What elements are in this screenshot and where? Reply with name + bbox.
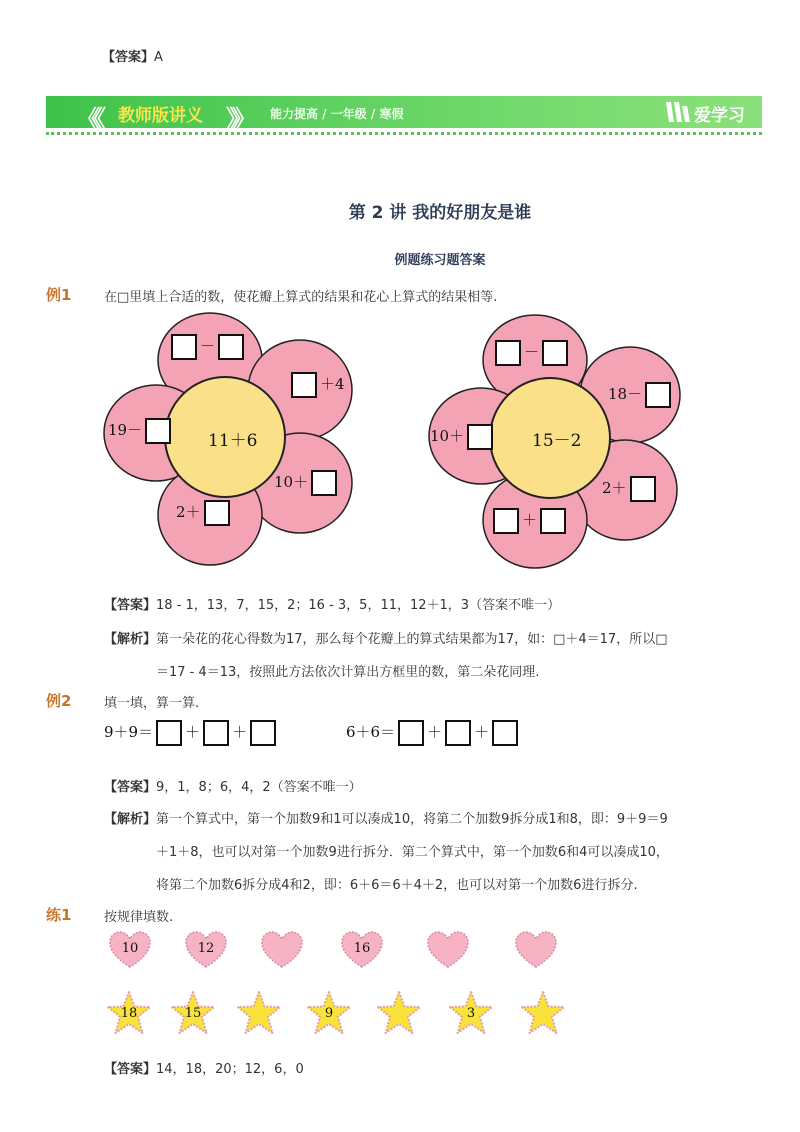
section-subtitle: 例题练习题答案 bbox=[394, 253, 486, 268]
f1-petal-top-text: － bbox=[168, 334, 247, 360]
chevron-right-icon: 》》 bbox=[226, 105, 250, 133]
heart-item bbox=[108, 930, 152, 970]
f2-center-text: 15－2 bbox=[532, 431, 582, 451]
heart-number: 12 bbox=[197, 941, 215, 956]
example1-tag: 例1 bbox=[46, 286, 72, 304]
f2-petal-lower-right-text: 2＋ bbox=[602, 476, 659, 502]
star-icon bbox=[376, 990, 422, 1036]
example1-analysis-line1: 【解析】第一朵花的花心得数为17，那么每个花瓣上的算式结果都为17，如：□＋4＝17，所以□ bbox=[104, 632, 668, 647]
heart-item bbox=[184, 930, 228, 970]
hearts-row bbox=[0, 930, 800, 974]
answer-box[interactable] bbox=[398, 720, 424, 746]
star-number: 9 bbox=[324, 1006, 334, 1021]
heart-number: 10 bbox=[121, 941, 139, 956]
f2-petal-upper-right-text: 18－ bbox=[608, 382, 674, 408]
star-number: 3 bbox=[466, 1006, 476, 1021]
practice1-question: 按规律填数. bbox=[104, 910, 174, 925]
heart-number: 16 bbox=[353, 941, 371, 956]
answer-box[interactable] bbox=[445, 720, 471, 746]
heart-icon bbox=[514, 930, 558, 970]
star-item bbox=[306, 990, 352, 1036]
answer-box[interactable] bbox=[540, 508, 566, 534]
example2-equation1: 9＋9＝ ＋ ＋ bbox=[104, 720, 279, 746]
heart-item[interactable] bbox=[260, 930, 304, 970]
banner-dotted-divider bbox=[46, 132, 762, 135]
answer-box[interactable] bbox=[493, 508, 519, 534]
practice1-tag: 练1 bbox=[46, 906, 72, 924]
star-number: 18 bbox=[120, 1006, 138, 1021]
f1-center-text: 11＋6 bbox=[208, 431, 258, 451]
example2-analysis-line2: ＋1＋8，也可以对第一个加数9进行拆分．第二个算式中，第一个加数6和4可以凑成10， bbox=[156, 845, 669, 860]
star-item bbox=[170, 990, 216, 1036]
teacher-edition-label: 教师版讲义 bbox=[118, 106, 203, 126]
star-icon bbox=[236, 990, 282, 1036]
answer-box[interactable] bbox=[250, 720, 276, 746]
answer-box[interactable] bbox=[311, 470, 337, 496]
f2-petal-bottom-text: ＋ bbox=[490, 508, 569, 534]
star-item bbox=[106, 990, 152, 1036]
f1-petal-lower-right-text: 10＋ bbox=[274, 470, 340, 496]
star-icon bbox=[520, 990, 566, 1036]
answer-box[interactable] bbox=[291, 372, 317, 398]
answer-label: 【答案】 bbox=[102, 50, 155, 65]
practice1-answer: 【答案】14，18，20；12，6，0 bbox=[104, 1062, 304, 1077]
answer-box[interactable] bbox=[645, 382, 671, 408]
f2-petal-top-text: － bbox=[492, 340, 571, 366]
example2-answer: 【答案】9，1，8；6，4，2（答案不唯一） bbox=[104, 780, 362, 795]
f1-petal-upper-right-text: ＋4 bbox=[288, 372, 345, 398]
breadcrumb: 能力提高 / 一年级 / 寒假 bbox=[270, 107, 404, 121]
header-banner bbox=[46, 96, 762, 133]
example2-analysis-line1: 【解析】第一个算式中，第一个加数9和1可以凑成10，将第二个加数9拆分成1和8，即：9＋9＝9 bbox=[104, 812, 668, 827]
answer-box[interactable] bbox=[156, 720, 182, 746]
example1-answer: 【答案】18 - 1，13，7，15，2；16 - 3，5，11，12＋1，3（答案不唯一） bbox=[104, 598, 561, 613]
brand-name: 爱学习 bbox=[694, 106, 745, 126]
star-item[interactable] bbox=[236, 990, 282, 1036]
heart-item bbox=[340, 930, 384, 970]
example1-analysis-line2: ＝17 - 4＝13，按照此方法依次计算出方框里的数，第二朵花同理. bbox=[156, 665, 540, 680]
answer-box[interactable] bbox=[495, 340, 521, 366]
f2-petal-left-text: 10＋ bbox=[430, 424, 496, 450]
brand-logo-icon bbox=[664, 100, 692, 124]
answer-box[interactable] bbox=[542, 340, 568, 366]
answer-box[interactable] bbox=[467, 424, 493, 450]
star-number: 15 bbox=[184, 1006, 202, 1021]
answer-box[interactable] bbox=[171, 334, 197, 360]
heart-icon bbox=[260, 930, 304, 970]
heart-item[interactable] bbox=[426, 930, 470, 970]
answer-box[interactable] bbox=[218, 334, 244, 360]
answer-box[interactable] bbox=[630, 476, 656, 502]
star-item[interactable] bbox=[520, 990, 566, 1036]
star-item[interactable] bbox=[376, 990, 422, 1036]
example1-question: 在□里填上合适的数，使花瓣上算式的结果和花心上算式的结果相等. bbox=[104, 290, 498, 305]
top-answer bbox=[102, 46, 163, 65]
answer-box[interactable] bbox=[492, 720, 518, 746]
lecture-title: 第 2 讲 我的好朋友是谁 bbox=[348, 203, 532, 223]
f1-petal-bottom-text: 2＋ bbox=[176, 500, 233, 526]
example2-tag: 例2 bbox=[46, 692, 72, 710]
heart-icon bbox=[426, 930, 470, 970]
stars-row bbox=[0, 990, 800, 1038]
answer-box[interactable] bbox=[145, 418, 171, 444]
example2-equation2: 6＋6＝ ＋ ＋ bbox=[346, 720, 521, 746]
example2-question: 填一填，算一算. bbox=[104, 696, 200, 711]
heart-item[interactable] bbox=[514, 930, 558, 970]
f1-petal-left-text: 19－ bbox=[108, 418, 174, 444]
answer-box[interactable] bbox=[203, 720, 229, 746]
star-item bbox=[448, 990, 494, 1036]
example2-analysis-line3: 将第二个加数6拆分成4和2，即：6＋6＝6＋4＋2，也可以对第一个加数6进行拆分. bbox=[156, 878, 638, 893]
chevron-left-icon: 《《 bbox=[76, 105, 100, 133]
answer-value: A bbox=[154, 50, 163, 65]
answer-box[interactable] bbox=[204, 500, 230, 526]
